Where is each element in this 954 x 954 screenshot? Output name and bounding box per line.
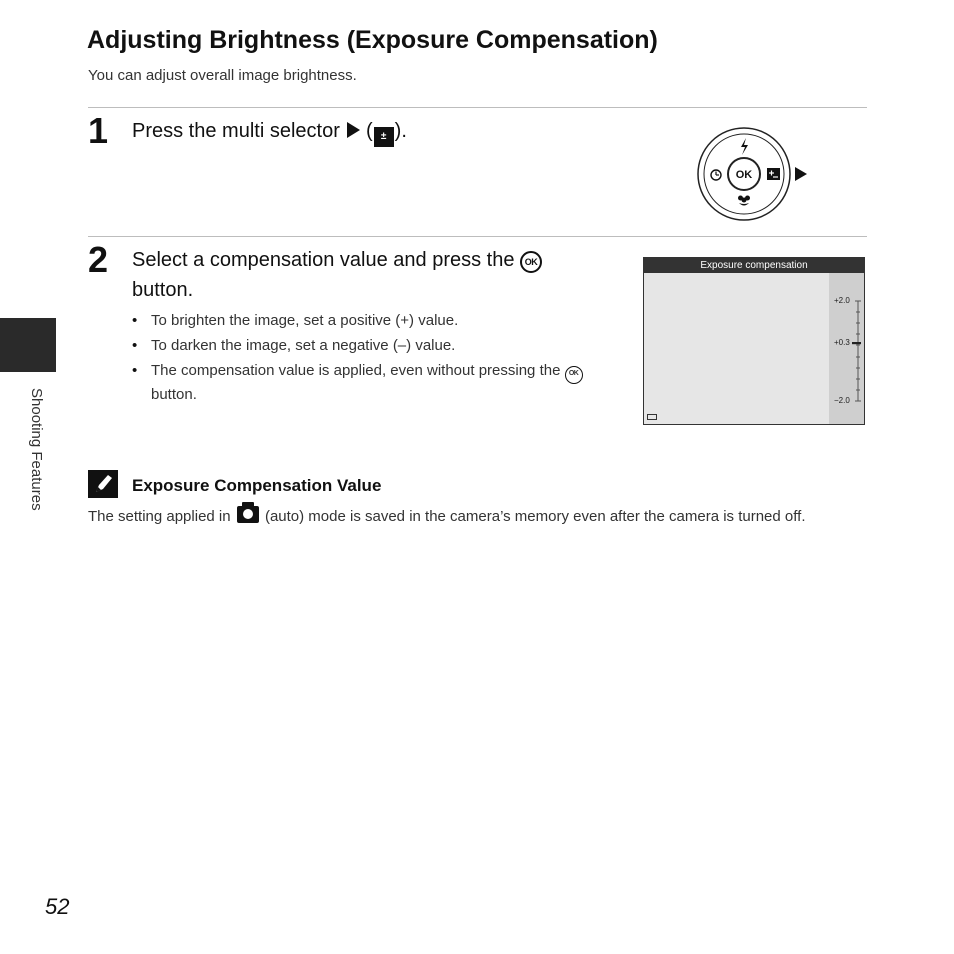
step-number: 1	[88, 110, 109, 151]
chapter-tab	[0, 318, 56, 372]
current-value-marker	[852, 342, 861, 344]
step-2-label: Select a compensation value and press the	[132, 249, 515, 271]
screen-header: Exposure compensation	[644, 258, 864, 273]
step-number: 2	[88, 239, 109, 280]
bullet-3-text: The compensation value is applied, even without pressing the	[151, 362, 561, 379]
scale-bottom-label: −2.0	[834, 396, 850, 405]
camera-icon	[237, 506, 259, 523]
bullet-3-suffix: button.	[151, 386, 197, 403]
exposure-compensation-small-icon	[767, 168, 780, 180]
ok-button-icon: OK	[520, 251, 542, 273]
exposure-compensation-icon: ±	[374, 127, 394, 147]
step-2-text	[132, 245, 542, 305]
paren-open: (	[365, 120, 373, 142]
note-body	[88, 505, 858, 528]
step-1-text	[132, 116, 407, 147]
step-2-bullets	[132, 310, 612, 409]
note-body-prefix: The setting applied in	[88, 508, 231, 525]
camera-screen-illustration	[643, 257, 865, 425]
right-arrow-icon	[347, 122, 360, 138]
step-2-label-suffix: button.	[132, 279, 194, 301]
note-body-suffix: (auto) mode is saved in the camera’s memory even after the camera is turned off.	[264, 508, 806, 525]
divider	[88, 107, 867, 108]
note-pencil-icon	[88, 470, 118, 498]
note-title: Exposure Compensation Value	[132, 476, 382, 495]
chapter-label: Shooting Features	[28, 388, 45, 511]
ok-button-icon: OK	[565, 366, 583, 384]
page-number: 52	[45, 894, 70, 919]
battery-icon	[647, 414, 657, 420]
paren-close: ).	[394, 120, 407, 142]
right-arrow-icon	[795, 167, 807, 181]
step-1-label: Press the multi selector	[132, 120, 340, 142]
list-item: • To darken the image, set a negative (–) value.	[132, 335, 612, 357]
list-item: • To brighten the image, set a positive (+) value.	[132, 310, 612, 332]
multi-selector-illustration	[696, 126, 816, 222]
svg-text:OK: OK	[735, 169, 753, 181]
scale-current-label: +0.3	[834, 338, 850, 347]
divider	[88, 236, 867, 237]
page-title: Adjusting Brightness (Exposure Compensation)	[87, 26, 658, 54]
exposure-scale	[829, 273, 864, 424]
scale-top-label: +2.0	[834, 296, 850, 305]
intro-text: You can adjust overall image brightness.	[88, 67, 357, 84]
list-item	[132, 360, 612, 406]
